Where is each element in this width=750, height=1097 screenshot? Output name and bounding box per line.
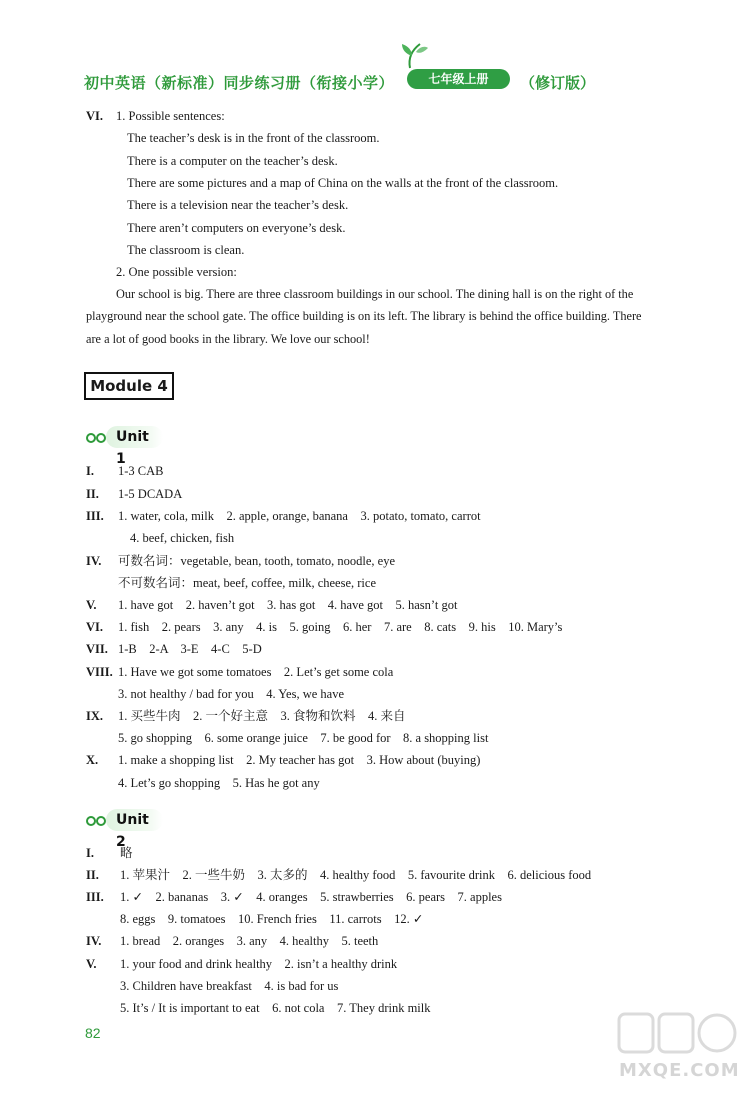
- u1-answer-line: 1. make a shopping list 2. My teacher has got 3. How about (buying): [118, 753, 481, 767]
- u1-item-num: X.: [86, 753, 99, 767]
- u1-item-num: IV.: [86, 554, 102, 568]
- u2-item-num: I.: [86, 846, 94, 860]
- sentence-line: There aren’t computers on everyone’s desk.: [127, 221, 346, 235]
- section-vi-number: VI.: [86, 109, 104, 123]
- u1-item-num: II.: [86, 487, 99, 501]
- u1-answer-line: 1. fish 2. pears 3. any 4. is 5. going 6. her 7. are 8. cats 9. his 10. Mary’s: [118, 620, 563, 634]
- unit-1-label: Unit 1: [106, 426, 163, 448]
- sentence-line: There is a computer on the teacher’s desk.: [127, 154, 338, 168]
- sentence-line: There are some pictures and a map of China on the walls at the front of the classroom.: [127, 176, 559, 190]
- grade-badge: 七年级上册: [407, 69, 510, 89]
- u1-answer-line: 1-5 DCADA: [118, 487, 183, 501]
- u1-answer-line: 1. have got 2. haven’t got 3. has got 4. have got 5. hasn’t got: [118, 598, 458, 612]
- u1-item-num: I.: [86, 464, 94, 478]
- u1-answer-line: 3. not healthy / bad for you 4. Yes, we have: [118, 687, 345, 701]
- unit-2-label: Unit 2: [106, 809, 163, 831]
- u1-answer-line: 1. water, cola, milk 2. apple, orange, banana 3. potato, tomato, carrot: [118, 509, 481, 523]
- paragraph-line: are a lot of good books in the library. We love our school!: [86, 332, 370, 346]
- sentence-line: There is a television near the teacher’s desk.: [127, 198, 349, 212]
- u2-item-num: IV.: [86, 934, 102, 948]
- u1-item-num: III.: [86, 509, 104, 523]
- u2-answer-line: 5. It’s / It is important to eat 6. not cola 7. They drink milk: [120, 1001, 431, 1015]
- watermark-text: MXQE.COM: [619, 1060, 740, 1081]
- u2-answer-line: 1. ✓ 2. bananas 3. ✓ 4. oranges 5. strawberries 6. pears 7. apples: [120, 890, 502, 904]
- book-title: 初中英语（新标准）同步练习册（衔接小学）: [84, 74, 395, 92]
- u1-answer-line: 5. go shopping 6. some orange juice 7. be good for 8. a shopping list: [118, 731, 489, 745]
- u1-answer-line: 1-B 2-A 3-E 4-C 5-D: [118, 642, 262, 656]
- paragraph-line: Our school is big. There are three classroom buildings in our school. The dining hall is on the right of the: [116, 287, 634, 301]
- u1-answer-line: 不可数名词：meat, beef, coffee, milk, cheese, rice: [118, 576, 377, 590]
- u2-item-num: III.: [86, 890, 104, 904]
- section-vi-part2: 2. One possible version:: [116, 265, 237, 279]
- u2-answer-line: 1. your food and drink healthy 2. isn’t a healthy drink: [120, 957, 398, 971]
- u1-item-num: VIII.: [86, 665, 113, 679]
- leaf-logo-icon: [396, 40, 430, 70]
- u1-answer-line: 1. 买些牛肉 2. 一个好主意 3. 食物和饮料 4. 来自: [118, 709, 406, 723]
- watermark: [615, 1010, 740, 1090]
- u1-answer-line: 1. Have we got some tomatoes 2. Let’s get some cola: [118, 665, 394, 679]
- u1-answer-line: 4. beef, chicken, fish: [130, 531, 235, 545]
- u2-item-num: V.: [86, 957, 97, 971]
- u2-item-num: II.: [86, 868, 99, 882]
- paragraph-line: playground near the school gate. The office building is on its left. The library is behind the office building. There: [86, 309, 642, 323]
- edition-label: （修订版）: [520, 74, 596, 92]
- u1-answer-line: 1-3 CAB: [118, 464, 164, 478]
- u2-answer-line: 略: [120, 846, 133, 860]
- u1-item-num: V.: [86, 598, 97, 612]
- u1-item-num: VI.: [86, 620, 104, 634]
- u2-answer-line: 1. bread 2. oranges 3. any 4. healthy 5. teeth: [120, 934, 379, 948]
- u1-answer-line: 4. Let’s go shopping 5. Has he got any: [118, 776, 320, 790]
- u2-answer-line: 1. 苹果汁 2. 一些牛奶 3. 太多的 4. healthy food 5. favourite drink 6. delicious food: [120, 868, 592, 882]
- u1-item-num: VII.: [86, 642, 108, 656]
- u2-answer-line: 8. eggs 9. tomatoes 10. French fries 11. carrots 12. ✓: [120, 912, 424, 926]
- sentence-line: The classroom is clean.: [127, 243, 245, 257]
- sentence-line: The teacher’s desk is in the front of the classroom.: [127, 131, 380, 145]
- u2-answer-line: 3. Children have breakfast 4. is bad for us: [120, 979, 339, 993]
- page-number: 82: [85, 1025, 101, 1041]
- u1-item-num: IX.: [86, 709, 104, 723]
- module-heading: Module 4: [84, 372, 174, 400]
- u1-answer-line: 可数名词：vegetable, bean, tooth, tomato, noodle, eye: [118, 554, 396, 568]
- section-vi-part1: 1. Possible sentences:: [116, 109, 225, 123]
